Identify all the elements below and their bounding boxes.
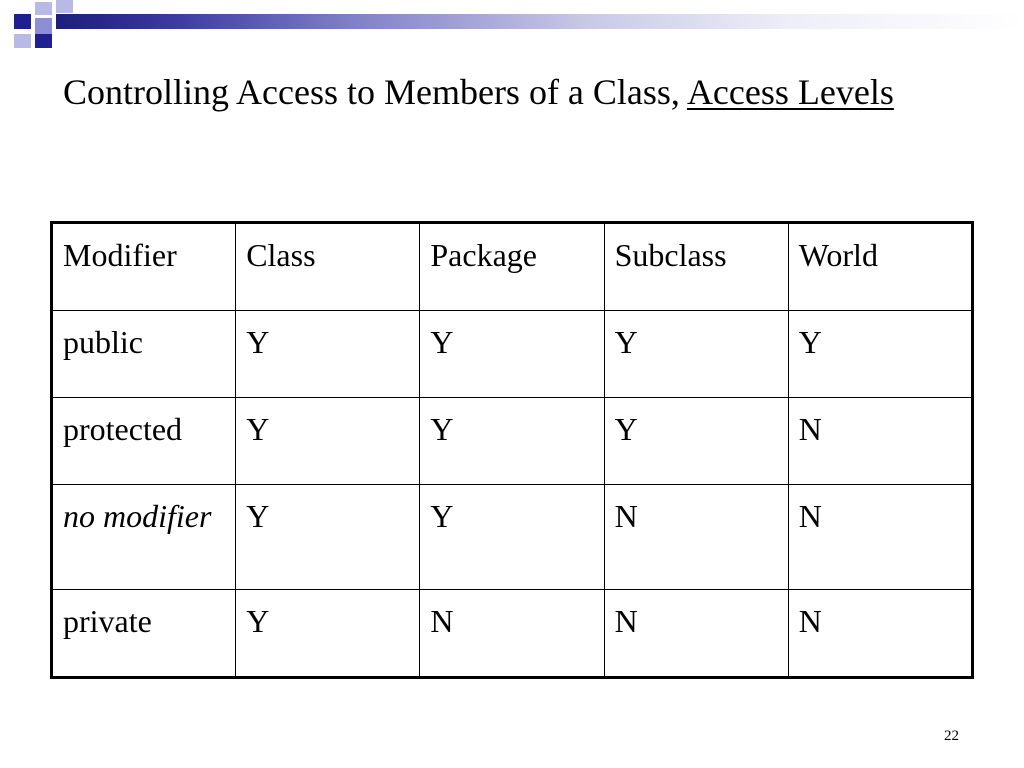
- cell-subclass: N: [604, 485, 788, 590]
- decor-square-5: [35, 34, 52, 48]
- decor-square-1: [14, 14, 31, 29]
- decor-square-3: [35, 18, 52, 35]
- cell-package: Y: [420, 311, 604, 398]
- cell-modifier: no modifier: [52, 485, 236, 590]
- slide-title: [63, 68, 943, 116]
- cell-class: Y: [236, 311, 420, 398]
- cell-world: N: [788, 398, 972, 485]
- slide-title-text: Controlling Access to Members of a Class,: [63, 72, 687, 112]
- header-cell-class: Class: [236, 223, 420, 311]
- page-number: 22: [944, 728, 959, 744]
- table-header-row: [52, 223, 973, 311]
- header-cell-modifier: Modifier: [52, 223, 236, 311]
- table-row: [52, 311, 973, 398]
- cell-world: N: [788, 485, 972, 590]
- cell-package: N: [420, 590, 604, 678]
- decor-square-6: [56, 0, 73, 13]
- cell-package: Y: [420, 485, 604, 590]
- cell-modifier: protected: [52, 398, 236, 485]
- header-cell-subclass: Subclass: [604, 223, 788, 311]
- decor-square-2: [35, 2, 52, 15]
- table-row: [52, 485, 973, 590]
- cell-subclass: N: [604, 590, 788, 678]
- cell-class: Y: [236, 398, 420, 485]
- decor-square-4: [14, 34, 31, 48]
- header-cell-package: Package: [420, 223, 604, 311]
- cell-class: Y: [236, 485, 420, 590]
- access-levels-table: [50, 221, 974, 679]
- cell-modifier: private: [52, 590, 236, 678]
- decor-gradient-bar: [56, 14, 1024, 29]
- cell-package: Y: [420, 398, 604, 485]
- cell-modifier: public: [52, 311, 236, 398]
- cell-world: N: [788, 590, 972, 678]
- cell-subclass: Y: [604, 311, 788, 398]
- cell-subclass: Y: [604, 398, 788, 485]
- cell-world: Y: [788, 311, 972, 398]
- table-row: [52, 398, 973, 485]
- header-cell-world: World: [788, 223, 972, 311]
- slide-title-underlined: Access Levels: [686, 72, 894, 112]
- table-row: [52, 590, 973, 678]
- cell-class: Y: [236, 590, 420, 678]
